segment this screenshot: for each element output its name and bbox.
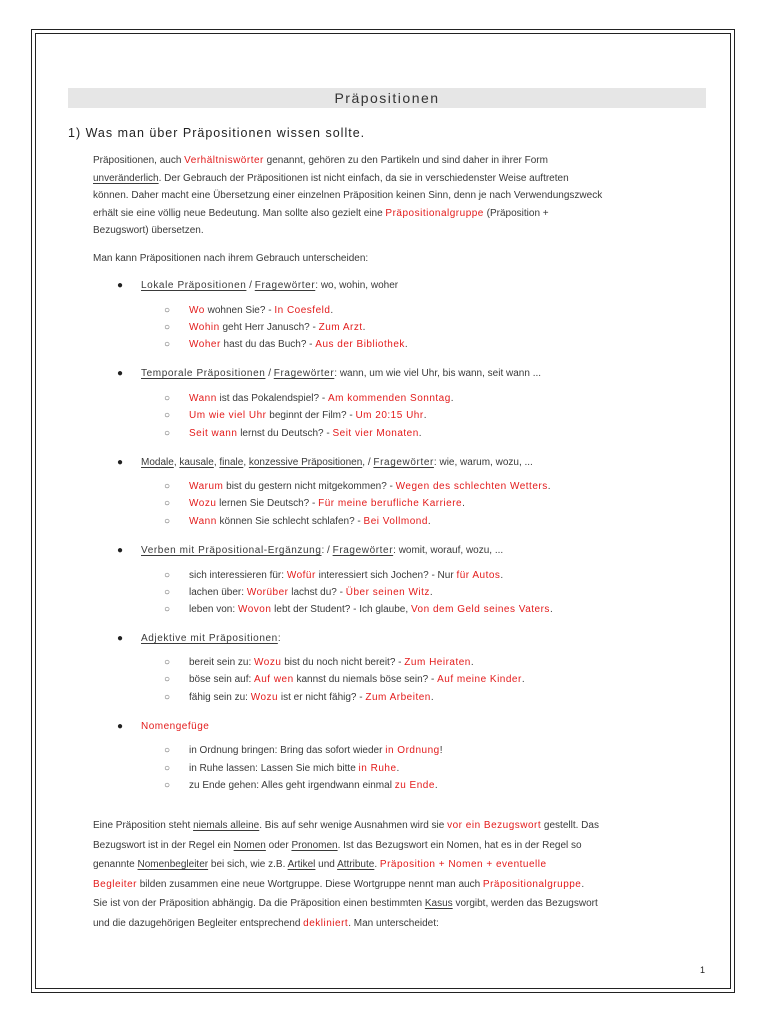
text: genannt, gehören zu den Partikeln und sind daher in ihrer Form <box>263 155 548 166</box>
group-verben-heading <box>117 544 503 558</box>
text: . <box>581 878 585 890</box>
text: / <box>246 280 255 291</box>
text: hast du das Buch? - <box>220 339 316 350</box>
answer: Zum Heiraten <box>404 657 471 668</box>
answer: Am kommenden Sonntag <box>327 393 451 404</box>
list-item <box>164 762 399 776</box>
question-word: Wovon <box>237 604 272 615</box>
question-word: Wann <box>189 516 217 527</box>
text: . Bis auf sehr wenige Ausnahmen wird sie <box>259 820 448 831</box>
text: bist du gestern nicht mitgekommen? - <box>223 481 396 492</box>
text: fähig sein zu: <box>189 692 251 703</box>
circle-bullet-icon: ○ <box>164 393 171 404</box>
list-item <box>164 497 465 511</box>
question-word: Seit wann <box>189 428 238 439</box>
answer: Wegen des schlechten Wetters <box>395 481 548 492</box>
answer: Für meine berufliche Karriere <box>318 498 463 509</box>
underlined-term: Adjektive mit Präpositionen <box>141 633 278 644</box>
underlined-term: Nomen <box>233 839 266 851</box>
underlined-term: Artikel <box>287 859 316 870</box>
text: ist er nicht fähig? - <box>278 692 366 703</box>
list-item <box>164 656 474 670</box>
circle-bullet-icon: ○ <box>164 339 171 350</box>
underlined-term: finale <box>219 457 244 468</box>
answer: Aus der Bibliothek <box>315 339 405 350</box>
text: : / <box>321 545 333 556</box>
text: gestellt. Das <box>541 820 599 831</box>
underlined-term: Kasus <box>424 898 453 909</box>
question-word: Warum <box>189 481 224 492</box>
text: . <box>427 516 431 527</box>
text: und <box>315 859 338 870</box>
text: lachst du? - <box>288 587 346 598</box>
answer: Auf meine Kinder <box>437 674 522 685</box>
circle-bullet-icon: ○ <box>164 570 171 581</box>
answer: Über seinen Witz <box>345 587 430 598</box>
text: . <box>362 322 366 333</box>
highlight: vor ein Bezugswort <box>447 820 542 831</box>
question-word: Worüber <box>246 587 289 598</box>
question-word: Um wie viel Uhr <box>189 410 267 421</box>
circle-bullet-icon: ○ <box>164 305 171 316</box>
text: zu Ende gehen: Alles geht irgendwann einmal <box>189 780 395 791</box>
intro-paragraph <box>93 152 706 240</box>
final-line-6 <box>93 914 706 934</box>
intro-line-2 <box>93 170 706 188</box>
text: . <box>418 428 422 439</box>
circle-bullet-icon: ○ <box>164 763 171 774</box>
list-item <box>164 321 365 335</box>
text: . <box>404 339 408 350</box>
text: interessiert sich Jochen? - Nur <box>315 570 457 581</box>
text: . Man unterscheidet: <box>348 917 439 929</box>
circle-bullet-icon: ○ <box>164 516 171 527</box>
text: geht Herr Janusch? - <box>219 322 319 333</box>
highlight: Begleiter <box>93 878 137 890</box>
text: lachen über: <box>189 587 247 598</box>
answer: Zum Arbeiten <box>365 692 431 703</box>
list-item <box>164 586 433 600</box>
group-adjektive-heading <box>117 632 281 646</box>
text: Präpositionen, auch <box>93 155 185 166</box>
circle-bullet-icon: ○ <box>164 587 171 598</box>
underlined-term: Fragewörter <box>373 457 434 468</box>
text: in Ordnung bringen: Bring das sofort wieder <box>189 745 386 756</box>
answer: in Ruhe <box>358 763 397 774</box>
question-word: Woher <box>189 339 221 350</box>
text: : wann, um wie viel Uhr, bis wann, seit wann ... <box>334 368 542 379</box>
circle-bullet-icon: ○ <box>164 322 171 333</box>
text: . <box>462 498 465 509</box>
text: : <box>277 633 281 644</box>
circle-bullet-icon: ○ <box>164 481 171 492</box>
text: bei sich, wie z.B. <box>208 859 288 870</box>
text: ! <box>439 745 443 756</box>
highlight: Präposition + Nomen + eventuelle <box>379 859 547 870</box>
circle-bullet-icon: ○ <box>164 428 171 439</box>
list-item <box>164 392 454 406</box>
list-item <box>164 480 551 494</box>
text: bist du noch nicht bereit? - <box>281 657 405 668</box>
underlined-term: konzessive Präpositionen <box>248 457 363 468</box>
answer: für Autos <box>456 570 501 581</box>
text: , / <box>362 457 374 468</box>
text: leben von: <box>189 604 238 615</box>
text: : womit, worauf, wozu, ... <box>393 545 504 556</box>
list-item <box>164 691 434 705</box>
text: wohnen Sie? - <box>204 305 275 316</box>
answer: In Coesfeld <box>274 305 331 316</box>
text: bereit sein zu: <box>189 657 255 668</box>
text: . <box>434 780 438 791</box>
text: . <box>521 674 525 685</box>
list-item <box>164 515 431 529</box>
text: oder <box>265 839 292 851</box>
intro-line-5: Bezugswort) übersetzen. <box>93 225 204 236</box>
underlined-term: Fragewörter <box>273 368 335 379</box>
bullet-icon: ● <box>117 545 124 556</box>
intro-line-4 <box>93 205 706 223</box>
text: : wie, warum, wozu, ... <box>433 457 533 468</box>
highlight: Nomengefüge <box>141 721 210 732</box>
text: können Sie schlecht schlafen? - <box>216 516 364 527</box>
text: Eine Präposition steht <box>93 820 194 831</box>
text: kannst du niemals böse sein? - <box>293 674 438 685</box>
circle-bullet-icon: ○ <box>164 780 171 791</box>
section-heading: 1) Was man über Präpositionen wissen sollte. <box>68 126 366 140</box>
final-line-3 <box>93 855 706 875</box>
intro-line-1 <box>93 152 706 170</box>
list-item <box>164 427 422 441</box>
highlight: Präpositionalgruppe <box>482 878 582 890</box>
text: . <box>374 859 380 870</box>
bullet-icon: ● <box>117 457 124 468</box>
text: . <box>500 570 504 581</box>
circle-bullet-icon: ○ <box>164 674 171 685</box>
underlined-term: Modale <box>141 457 174 468</box>
list-item <box>164 744 443 758</box>
highlight: dekliniert <box>303 917 349 929</box>
final-line-2 <box>93 836 706 856</box>
text: . Ist das Bezugswort ein Nomen, hat es in der Regel so <box>337 839 582 851</box>
answer: Seit vier Monaten <box>332 428 419 439</box>
highlight: Verhältniswörter <box>184 155 264 166</box>
text: beginnt der Film? - <box>266 410 356 421</box>
question-word: Wann <box>189 393 217 404</box>
final-line-1 <box>93 816 706 836</box>
text: / <box>265 368 274 379</box>
circle-bullet-icon: ○ <box>164 657 171 668</box>
text: . <box>547 481 551 492</box>
text: . <box>470 657 474 668</box>
question-word: Wozu <box>254 657 282 668</box>
page-number: 1 <box>700 965 706 975</box>
text: . Der Gebrauch der Präpositionen ist nicht einfach, da sie in verschiedenster Weise auftreten <box>158 172 569 184</box>
underlined-term: Temporale Präpositionen <box>141 368 266 379</box>
text: . <box>396 763 400 774</box>
text: ist das Pokalendspiel? - <box>216 393 328 404</box>
page-title: Präpositionen <box>68 88 706 108</box>
text: : wo, wohin, woher <box>315 280 399 291</box>
underlined-term: kausale <box>179 457 214 468</box>
list-item <box>164 338 408 352</box>
text: lernst du Deutsch? - <box>237 428 333 439</box>
circle-bullet-icon: ○ <box>164 410 171 421</box>
group-lokal-heading <box>117 279 398 293</box>
answer: in Ordnung <box>385 745 440 756</box>
final-line-4 <box>93 875 706 895</box>
text: lebt der Student? - Ich glaube, <box>271 604 411 615</box>
question-word: Wofür <box>286 570 316 581</box>
text: sich interessieren für: <box>189 570 287 581</box>
text: . <box>429 587 433 598</box>
question-word: Auf wen <box>254 674 294 685</box>
text: . <box>330 305 334 316</box>
text: . <box>430 692 434 703</box>
question-word: Wohin <box>189 322 220 333</box>
text: . <box>423 410 427 421</box>
text: . <box>549 604 553 615</box>
underlined-term: Pronomen <box>291 839 338 851</box>
text: erhält sie eine völlig neue Bedeutung. Man sollte also gezielt eine <box>93 207 386 219</box>
list-item <box>164 409 426 423</box>
list-item <box>164 779 438 793</box>
list-item <box>164 304 333 318</box>
underlined-term: Nomenbegleiter <box>137 859 209 870</box>
highlight: Präpositionalgruppe <box>385 207 484 219</box>
text: Sie ist von der Präposition abhängig. Da die Präposition einen bestimmten <box>93 898 425 909</box>
bullet-icon: ● <box>117 721 124 732</box>
underlined-term: Attribute <box>337 859 375 870</box>
list-item <box>164 673 525 687</box>
underlined-term: Lokale Präpositionen <box>141 280 247 291</box>
circle-bullet-icon: ○ <box>164 692 171 703</box>
text: lernen Sie Deutsch? - <box>216 498 319 509</box>
underlined-term: Fragewörter <box>332 545 394 556</box>
text: . <box>450 393 454 404</box>
underlined-term: Fragewörter <box>254 280 316 291</box>
text: (Präposition + <box>483 207 549 219</box>
intro-line-3: können. Daher macht eine Übersetzung einer einzelnen Präposition keinen Sinn, denn je nach Verwendungszweck <box>93 190 603 201</box>
text: böse sein auf: <box>189 674 255 685</box>
answer: Zum Arzt <box>318 322 363 333</box>
text: Bezugswort ist in der Regel ein <box>93 839 234 851</box>
classify-text: Man kann Präpositionen nach ihrem Gebrauch unterscheiden: <box>93 253 369 264</box>
circle-bullet-icon: ○ <box>164 745 171 756</box>
list-item <box>164 569 503 583</box>
answer: Bei Vollmond <box>363 516 428 527</box>
question-word: Wo <box>189 305 205 316</box>
underlined-term: Verben mit Präpositional-Ergänzung <box>141 545 322 556</box>
circle-bullet-icon: ○ <box>164 498 171 509</box>
underlined-term: niemals alleine <box>193 820 260 831</box>
circle-bullet-icon: ○ <box>164 604 171 615</box>
answer: Von dem Geld seines Vaters <box>410 604 550 615</box>
final-line-5 <box>93 894 706 914</box>
answer: Um 20:15 Uhr <box>355 410 424 421</box>
text: bilden zusammen eine neue Wortgruppe. Diese Wortgruppe nennt man auch <box>136 878 483 890</box>
group-temporal-heading <box>117 367 541 381</box>
question-word: Wozu <box>250 692 279 703</box>
final-paragraph <box>93 816 706 933</box>
text: in Ruhe lassen: Lassen Sie mich bitte <box>189 763 359 774</box>
answer: zu Ende <box>394 780 435 791</box>
text: und die dazugehörigen Begleiter entsprechend <box>93 917 304 929</box>
group-modal-heading: ● Modale, kausale, finale, konzessive Präpositionen, / Fragewörter: wie, warum, wozu, ... <box>117 457 533 468</box>
bullet-icon: ● <box>117 280 124 291</box>
text: vorgibt, werden das Bezugswort <box>452 898 598 909</box>
underlined-term: unveränderlich <box>93 172 159 184</box>
list-item <box>164 603 553 617</box>
bullet-icon: ● <box>117 368 124 379</box>
bullet-icon: ● <box>117 633 124 644</box>
group-nomengefuege-heading <box>117 720 209 734</box>
text: genannte <box>93 859 138 870</box>
question-word: Wozu <box>189 498 217 509</box>
